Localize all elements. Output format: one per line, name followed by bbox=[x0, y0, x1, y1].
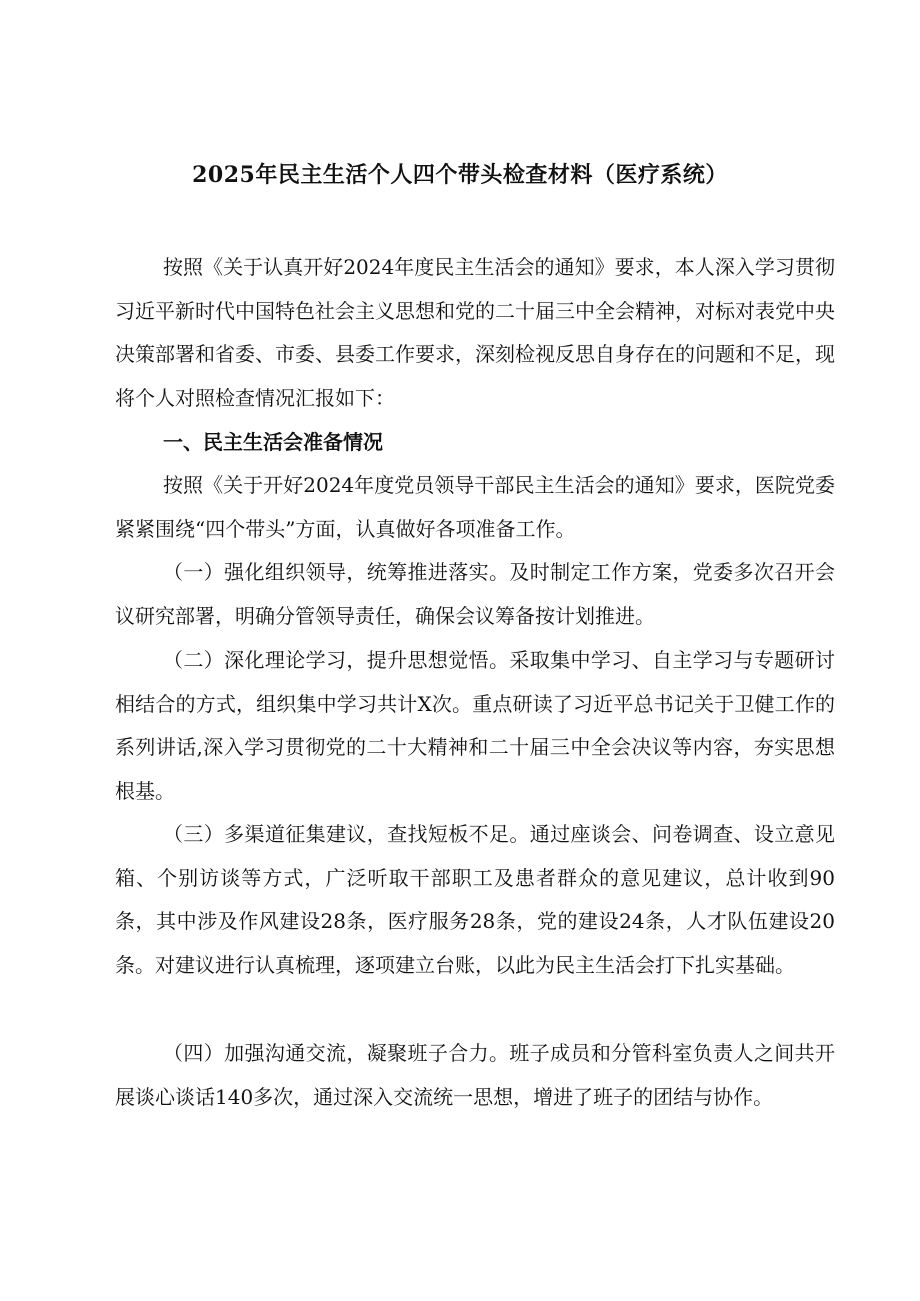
list-item-communication: （四）加强沟通交流，凝聚班子合力。班子成员和分管科室负责人之间共开展谈心谈话140多次，通过深入交流统一思想，增进了班子的团结与协作。 bbox=[115, 1041, 835, 1109]
intro-paragraph: 按照《关于认真开好2024年度民主生活会的通知》要求，本人深入学习贯彻习近平新时代中国特色社会主义思想和党的二十届三中全会精神，对标对表党中央决策部署和省委、市委、县委工作要求，深刻检视反思自身存在的问题和不足，现将个人对照检查情况汇报如下： bbox=[115, 255, 835, 411]
section-heading-preparation: 一、民主生活会准备情况 bbox=[163, 430, 383, 454]
list-item-organization: （一）强化组织领导，统筹推进落实。及时制定工作方案，党委多次召开会议研究部署，明确分管领导责任，确保会议筹备按计划推进。 bbox=[115, 560, 835, 628]
list-item-suggestions: （三）多渠道征集建议，查找短板不足。通过座谈会、问卷调查、设立意见箱、个别访谈等方式，广泛听取干部职工及患者群众的意见建议，总计收到90条，其中涉及作风建设28条，医疗服务28条，党的建设24条，人才队伍建设20条。对建议进行认真梳理，逐项建立台账，以此为民主生活会打下扎实基础。 bbox=[115, 822, 835, 978]
section-paragraph-preparation: 按照《关于开好2024年度党员领导干部民主生活会的通知》要求，医院党委紧紧围绕“四个带头”方面，认真做好各项准备工作。 bbox=[115, 473, 835, 541]
list-item-theory-study: （二）深化理论学习，提升思想觉悟。采取集中学习、自主学习与专题研讨相结合的方式，组织集中学习共计X次。重点研读了习近平总书记关于卫健工作的系列讲话,深入学习贯彻党的二十大精神和二十届三中全会决议等内容，夯实思想根基。 bbox=[115, 648, 835, 804]
document-title: 2025年民主生活个人四个带头检查材料（医疗系统） bbox=[192, 162, 728, 188]
